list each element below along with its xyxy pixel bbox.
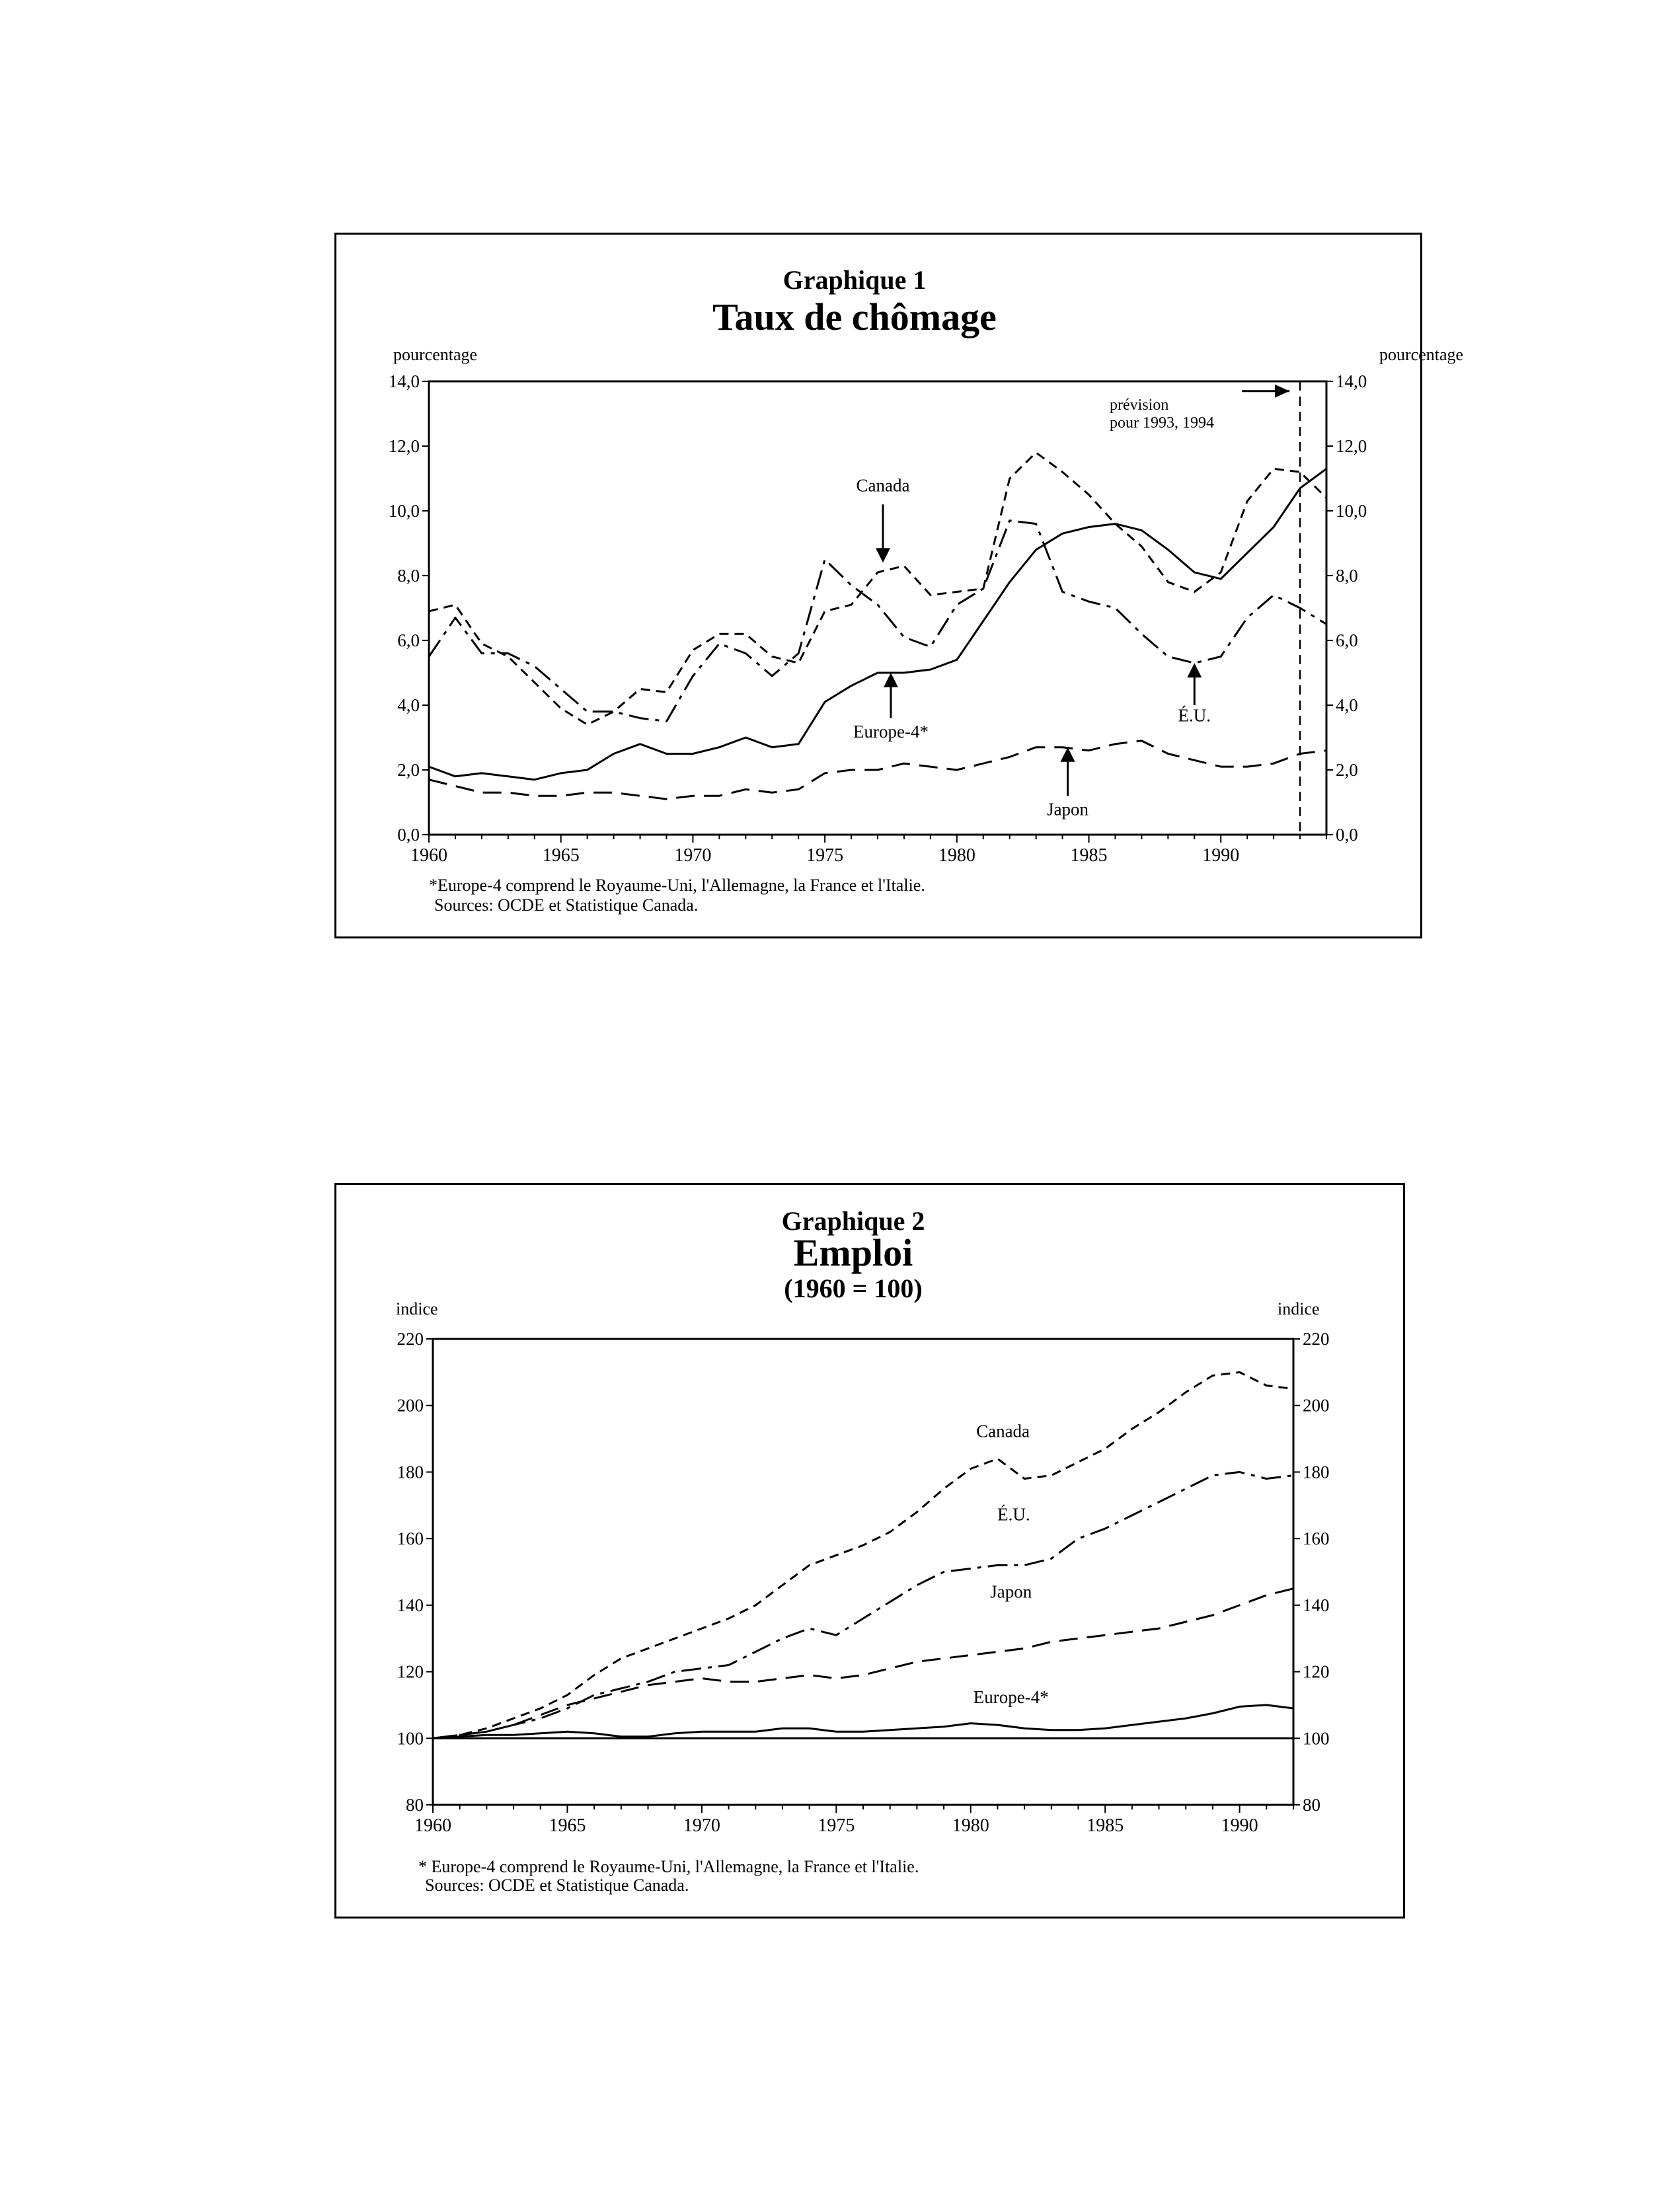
chart-1-point-canada xyxy=(639,688,641,690)
chart-1-y-unit-left: pourcentage xyxy=(393,345,478,364)
chart-1-xtick-label-1970: 1970 xyxy=(674,845,712,866)
chart-1-point-canada xyxy=(586,724,588,726)
chart-1-ytick-label-left: 12,0 xyxy=(388,436,420,456)
chart-2-point-canada xyxy=(1104,1448,1106,1450)
chart-2-point-japon xyxy=(808,1674,810,1676)
chart-2-point-japon xyxy=(997,1651,999,1653)
chart-1-ytick-label-right: 2,0 xyxy=(1336,760,1358,780)
chart-1-point-canada xyxy=(798,662,800,664)
chart-2-point-u xyxy=(781,1638,783,1640)
chart-1-xtick-label-1990: 1990 xyxy=(1202,845,1240,866)
chart-2-ytick-label-left: 120 xyxy=(397,1661,424,1682)
chart-2-ytick-label-left: 200 xyxy=(397,1395,424,1416)
chart-2-svg xyxy=(336,1185,1407,1921)
chart-2-ytick-label-right: 80 xyxy=(1303,1795,1320,1815)
chart-2-series-line-u xyxy=(433,1472,1293,1738)
chart-2-ytick-label-left: 220 xyxy=(397,1329,424,1349)
chart-1-ytick-label-left: 14,0 xyxy=(388,371,420,391)
chart-2-point-japon xyxy=(862,1674,864,1676)
chart-1-point-u xyxy=(1114,607,1116,609)
chart-2-ytick-label-left: 80 xyxy=(406,1795,424,1815)
chart-1-ytick-label-left: 6,0 xyxy=(397,630,420,650)
chart-1-point-canada xyxy=(507,656,509,658)
chart-1-kicker: Graphique 1 xyxy=(783,265,927,295)
chart-1-point-u xyxy=(956,604,958,606)
chart-1-point-canada xyxy=(666,691,668,693)
chart-1-series-label-u: É.U. xyxy=(1178,705,1211,726)
chart-2-point-japon xyxy=(970,1654,972,1656)
chart-1-footnote: *Europe-4 comprend le Royaume-Uni, l'Allemagne, la France et l'Italie. xyxy=(429,876,925,895)
chart-2-ytick-label-left: 160 xyxy=(397,1529,424,1549)
chart-1-point-canada xyxy=(1273,468,1275,470)
chart-1-point-japon xyxy=(560,795,562,797)
chart-2-ytick-label-left: 100 xyxy=(397,1728,424,1749)
chart-1-frame xyxy=(334,233,1464,938)
chart-1-xtick-label-1975: 1975 xyxy=(806,845,844,866)
chart-2-xtick-label-1990: 1990 xyxy=(1221,1815,1258,1836)
chart-1-arrow-head-u xyxy=(1187,663,1202,677)
chart-2-point-canada xyxy=(1077,1461,1079,1463)
chart-1-series-label-canada: Canada xyxy=(856,475,910,496)
chart-1-ytick-label-left: 8,0 xyxy=(397,566,420,586)
chart-1-arrow-head-europe-4 xyxy=(884,673,898,687)
chart-1-series-label-europe-4: Europe-4* xyxy=(853,722,929,742)
chart-1-ytick-label-right: 14,0 xyxy=(1336,371,1367,391)
chart-2-ytick-label-right: 180 xyxy=(1303,1462,1330,1482)
chart-1-point-u xyxy=(1246,617,1248,619)
chart-2-series-line-europe-4 xyxy=(433,1705,1293,1738)
chart-2-ytick-label-right: 100 xyxy=(1303,1728,1330,1749)
chart-2-point-japon xyxy=(781,1677,783,1679)
chart-2-series-label-u: É.U. xyxy=(997,1504,1030,1525)
chart-2-point-japon xyxy=(1024,1648,1026,1650)
chart-1-y-unit-right: pourcentage xyxy=(1379,345,1464,364)
chart-2-sources: Sources: OCDE et Statistique Canada. xyxy=(425,1876,689,1895)
chart-2-series-line-canada xyxy=(433,1372,1293,1738)
chart-1-series-line-japon xyxy=(429,741,1326,799)
chart-1-forecast-note-line1: prévision xyxy=(1110,397,1169,414)
chart-2-point-japon xyxy=(728,1681,730,1683)
chart-1-point-u xyxy=(586,710,588,712)
chart-2-point-u xyxy=(1211,1474,1213,1476)
chart-1-plot-area xyxy=(389,371,1367,866)
chart-1-series-label-japon: Japon xyxy=(1047,799,1089,819)
chart-2-point-japon xyxy=(701,1677,703,1679)
chart-1-point-u xyxy=(718,642,720,644)
chart-1-ytick-label-right: 4,0 xyxy=(1336,695,1358,715)
chart-1-point-u xyxy=(560,688,562,690)
chart-2-subtitle: (1960 = 100) xyxy=(784,1274,923,1303)
chart-1-ytick-label-left: 0,0 xyxy=(397,825,420,845)
chart-1-svg xyxy=(336,235,1464,940)
chart-2-ytick-label-right: 160 xyxy=(1303,1529,1330,1549)
chart-1-title: Taux de chômage xyxy=(712,295,997,338)
chart-1-ytick-label-right: 0,0 xyxy=(1336,825,1358,845)
chart-2-ytick-label-right: 120 xyxy=(1303,1661,1330,1682)
chart-1-point-u xyxy=(929,646,931,648)
chart-1-arrow-head-canada xyxy=(876,548,890,562)
chart-1-xtick-label-1960: 1960 xyxy=(410,845,447,866)
chart-2-frame xyxy=(334,1183,1405,1919)
chart-1-point-u xyxy=(903,636,905,638)
chart-2-y-unit-left: indice xyxy=(396,1299,438,1318)
chart-2-point-japon xyxy=(1050,1641,1052,1643)
chart-1-ytick-label-right: 8,0 xyxy=(1336,566,1358,586)
chart-2-point-u xyxy=(1077,1538,1079,1540)
chart-1-ytick-label-right: 12,0 xyxy=(1336,436,1367,456)
chart-1-point-canada xyxy=(560,707,562,709)
chart-2-point-u xyxy=(1185,1488,1187,1490)
chart-2-series-label-canada: Canada xyxy=(976,1421,1030,1441)
chart-2-point-japon xyxy=(835,1677,837,1679)
chart-2-xtick-label-1965: 1965 xyxy=(549,1815,586,1836)
chart-1-forecast-note-line2: pour 1993, 1994 xyxy=(1110,414,1214,432)
chart-2-xtick-label-1975: 1975 xyxy=(818,1815,855,1836)
chart-2-point-u xyxy=(808,1628,810,1630)
chart-2-series-line-japon xyxy=(433,1589,1293,1739)
chart-1-xtick-label-1985: 1985 xyxy=(1070,845,1108,866)
chart-2-series-label-europe-4: Europe-4* xyxy=(973,1687,1049,1707)
chart-1-point-canada xyxy=(454,604,456,606)
chart-1-point-japon xyxy=(480,792,482,794)
chart-2-point-japon xyxy=(916,1661,918,1663)
chart-1-point-u xyxy=(1167,656,1169,658)
chart-2-footnote: * Europe-4 comprend le Royaume-Uni, l'Allemagne, la France et l'Italie. xyxy=(418,1857,919,1876)
chart-2-point-u xyxy=(539,1718,541,1720)
chart-1-ytick-label-right: 10,0 xyxy=(1336,501,1367,521)
chart-1-point-japon xyxy=(507,792,509,794)
chart-2-y-unit-right: indice xyxy=(1278,1299,1320,1318)
chart-2-series-label-japon: Japon xyxy=(990,1581,1032,1602)
chart-2-point-japon xyxy=(755,1681,757,1683)
chart-2-xtick-label-1985: 1985 xyxy=(1087,1815,1124,1836)
chart-2-ytick-label-left: 180 xyxy=(397,1462,424,1482)
chart-2-xtick-label-1970: 1970 xyxy=(683,1815,720,1836)
chart-1-plot-border xyxy=(429,381,1326,835)
chart-1-ytick-label-right: 6,0 xyxy=(1336,630,1358,650)
chart-2-ytick-label-right: 140 xyxy=(1303,1595,1330,1615)
chart-1-sources: Sources: OCDE et Statistique Canada. xyxy=(434,895,699,915)
chart-2-point-canada xyxy=(1050,1474,1052,1476)
chart-1-point-canada xyxy=(1035,451,1037,453)
chart-2-kicker: Graphique 2 xyxy=(781,1206,925,1236)
chart-1-point-japon xyxy=(533,795,535,797)
chart-2-point-canada xyxy=(943,1488,945,1490)
chart-1-ytick-label-left: 2,0 xyxy=(397,760,420,780)
chart-1-ytick-label-left: 4,0 xyxy=(397,695,420,715)
chart-2-plot-area xyxy=(397,1329,1330,1836)
chart-1-point-u xyxy=(1141,633,1143,635)
chart-1-xtick-label-1965: 1965 xyxy=(542,845,580,866)
chart-2-ytick-label-left: 140 xyxy=(397,1595,424,1615)
chart-2-ytick-label-right: 220 xyxy=(1303,1329,1330,1349)
chart-2-point-japon xyxy=(889,1667,891,1669)
chart-2-title: Emploi xyxy=(793,1231,913,1274)
chart-1-forecast-arrow-head xyxy=(1275,385,1289,398)
chart-1-point-canada xyxy=(745,633,747,635)
chart-1-point-japon xyxy=(586,792,588,794)
chart-1-ytick-label-left: 10,0 xyxy=(388,501,420,521)
chart-1-point-canada xyxy=(480,642,482,644)
chart-1-point-japon xyxy=(613,792,615,794)
chart-2-point-japon xyxy=(943,1657,945,1659)
chart-2-xtick-label-1980: 1980 xyxy=(952,1815,989,1836)
chart-1-arrow-head-japon xyxy=(1061,747,1075,762)
chart-2-xtick-label-1960: 1960 xyxy=(414,1815,451,1836)
chart-2-ytick-label-right: 200 xyxy=(1303,1395,1330,1416)
chart-1-xtick-label-1980: 1980 xyxy=(938,845,975,866)
chart-1-point-u xyxy=(1273,594,1275,596)
